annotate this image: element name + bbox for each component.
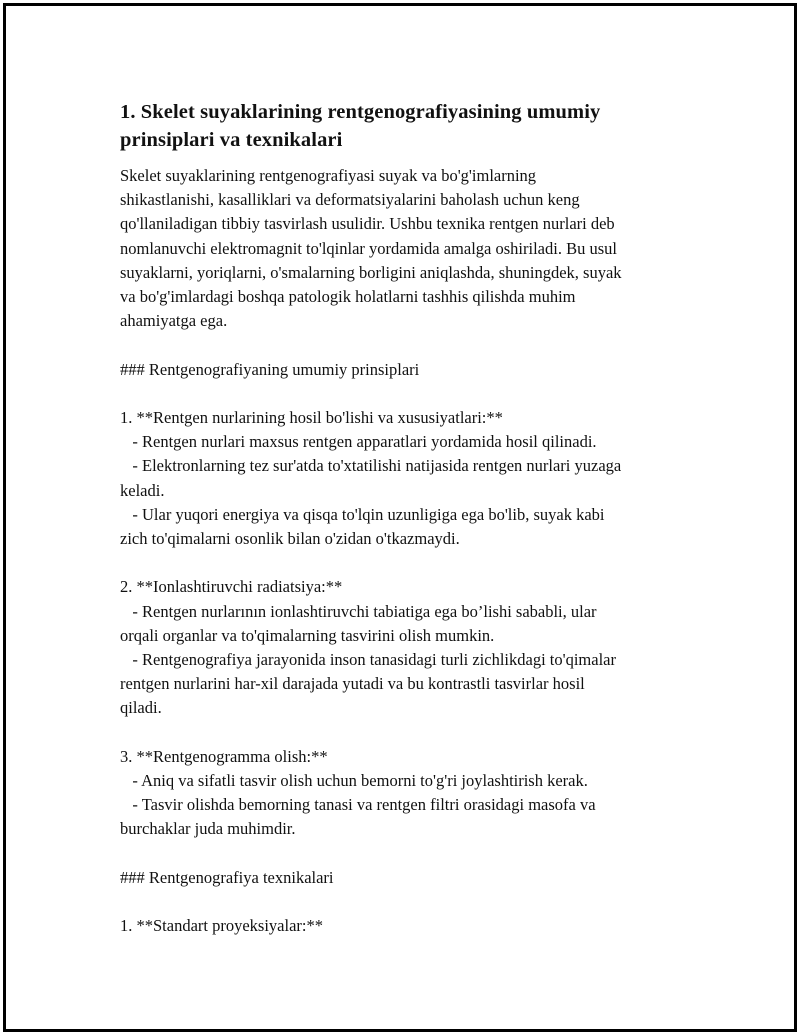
list-item-ionizing-radiation [120,575,690,720]
spacer [120,721,690,745]
section-heading-principles: ### Rentgenografiyaning umumiy prinsiplari [120,359,420,379]
page-frame [3,3,797,1032]
section-heading-techniques: ### Rentgenografiya texnikalari [120,867,334,887]
spacer [120,842,690,866]
title-line: prinsiplari va texnikalari [120,129,343,151]
spacer [120,333,690,357]
intro-paragraph [120,164,690,333]
item-line: rentgen nurlarini har-xil darajada yutadi va bu kontrastli tasvirlar hosil [120,674,585,694]
item-line: - Ular yuqori energiya va qisqa to'lqin uzunligiga ega bo'lib, suyak kabi [120,504,605,524]
item-line: 1. **Rentgen nurlarining hosil bo'lishi va xususiyatlari:** [120,408,503,427]
spacer [120,382,690,406]
item-line: 3. **Rentgenogramma olish:** [120,746,328,766]
list-item-standard-projections [120,914,690,938]
intro-line: suyaklarni, yoriqlarni, o'smalarning borligini aniqlashda, shuningdek, suyak [120,262,622,282]
item-line: 1. **Standart proyeksiyalar:** [120,916,323,936]
item-line: burchaklar juda muhimdir. [120,819,296,839]
item-line: - Rentgenografiya jarayonida inson tanasidagi turli zichlikdagi to'qimalar [120,650,616,670]
item-line: qiladi. [120,698,162,718]
spacer [120,890,690,914]
list-item-radiograph [120,745,690,842]
item-line: - Rentgen nurlari maxsus rentgen apparatlari yordamida hosil qilinadi. [120,432,597,452]
intro-line: ahamiyatga ega. [120,311,228,331]
item-line: - Rentgen nurlarının ionlashtiruvchi tabiatiga ega bo’lishi sababli, ular [120,601,597,621]
spacer [120,551,690,575]
item-line: - Aniq va sifatli tasvir olish uchun bemorni to'g'ri joylashtirish kerak. [120,771,588,791]
document-body [120,98,690,938]
intro-line: Skelet suyaklarining rentgenografiyasi suyak va bo'g'imlarning [120,166,537,185]
item-line: - Tasvir olishda bemorning tanasi va rentgen filtri orasidagi masofa va [120,795,596,815]
intro-line: nomlanuvchi elektromagnit to'lqinlar yordamida amalga oshiriladi. Bu usul [120,238,617,258]
title-line: 1. Skelet suyaklarining rentgenografiyasining umumiy [120,101,601,123]
intro-line: shikastlanishi, kasalliklari va deformatsiyalarini baholash uchun keng [120,190,580,210]
intro-line: va bo'g'imlardagi boshqa patologik holatlarni tashhis qilishda muhim [120,287,576,307]
item-line: orqali organlar va to'qimalarning tasvirini olish mumkin. [120,625,495,645]
item-line: keladi. [120,480,165,500]
list-item-xray-generation [120,406,690,551]
intro-line: qo'llaniladigan tibbiy tasvirlash usulidir. Ushbu texnika rentgen nurlari deb [120,214,615,234]
item-line: zich to'qimalarni osonlik bilan o'zidan o'tkazmaydi. [120,529,460,549]
item-line: 2. **Ionlashtiruvchi radiatsiya:** [120,577,343,597]
document-title [120,98,690,154]
item-line: - Elektronlarning tez sur'atda to'xtatilishi natijasida rentgen nurlari yuzaga [120,456,622,476]
